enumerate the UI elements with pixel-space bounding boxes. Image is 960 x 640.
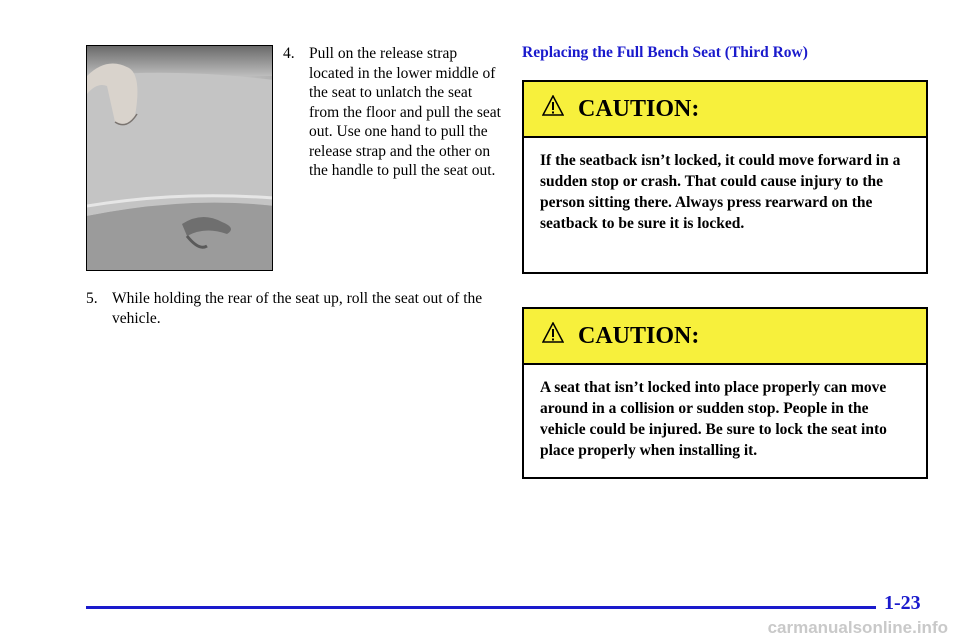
caution-header bbox=[524, 309, 926, 365]
seat-photo-drawing bbox=[87, 46, 273, 271]
caution-box bbox=[522, 80, 928, 274]
caution-text: A seat that isn’t locked into place properly can move around in a collision or sudden stop. People in the vehicle could be injured. Be sure to lock the seat into place properly when installing it. bbox=[540, 379, 887, 459]
caution-box bbox=[522, 307, 928, 479]
caution-label: CAUTION: bbox=[578, 322, 700, 349]
footer-rule bbox=[86, 606, 876, 609]
caution-text: If the seatback isn’t locked, it could move forward in a sudden stop or crash. That could cause injury to the person sitting there. Always press rearward on the seatback to be sure it is locked. bbox=[540, 152, 901, 232]
step-5 bbox=[86, 289, 506, 328]
caution-header bbox=[524, 82, 926, 138]
step-4 bbox=[283, 44, 503, 181]
warning-triangle-icon bbox=[542, 95, 564, 117]
caution-label: CAUTION: bbox=[578, 95, 700, 122]
seat-photo bbox=[86, 45, 273, 271]
warning-triangle-icon bbox=[542, 322, 564, 344]
step-number: 5. bbox=[86, 290, 98, 307]
step-number: 4. bbox=[283, 45, 295, 62]
step-text: While holding the rear of the seat up, roll the seat out of the vehicle. bbox=[112, 290, 483, 327]
step-text: Pull on the release strap located in the lower middle of the seat to unlatch the seat from the floor and pull the seat out. Use one hand to pull the release strap and the other on the handle to pull the seat out. bbox=[309, 45, 501, 179]
page-number: 1-23 bbox=[884, 592, 921, 614]
watermark-text: carmanualsonline.info bbox=[767, 618, 948, 637]
section-title: Replacing the Full Bench Seat (Third Row) bbox=[522, 44, 808, 61]
